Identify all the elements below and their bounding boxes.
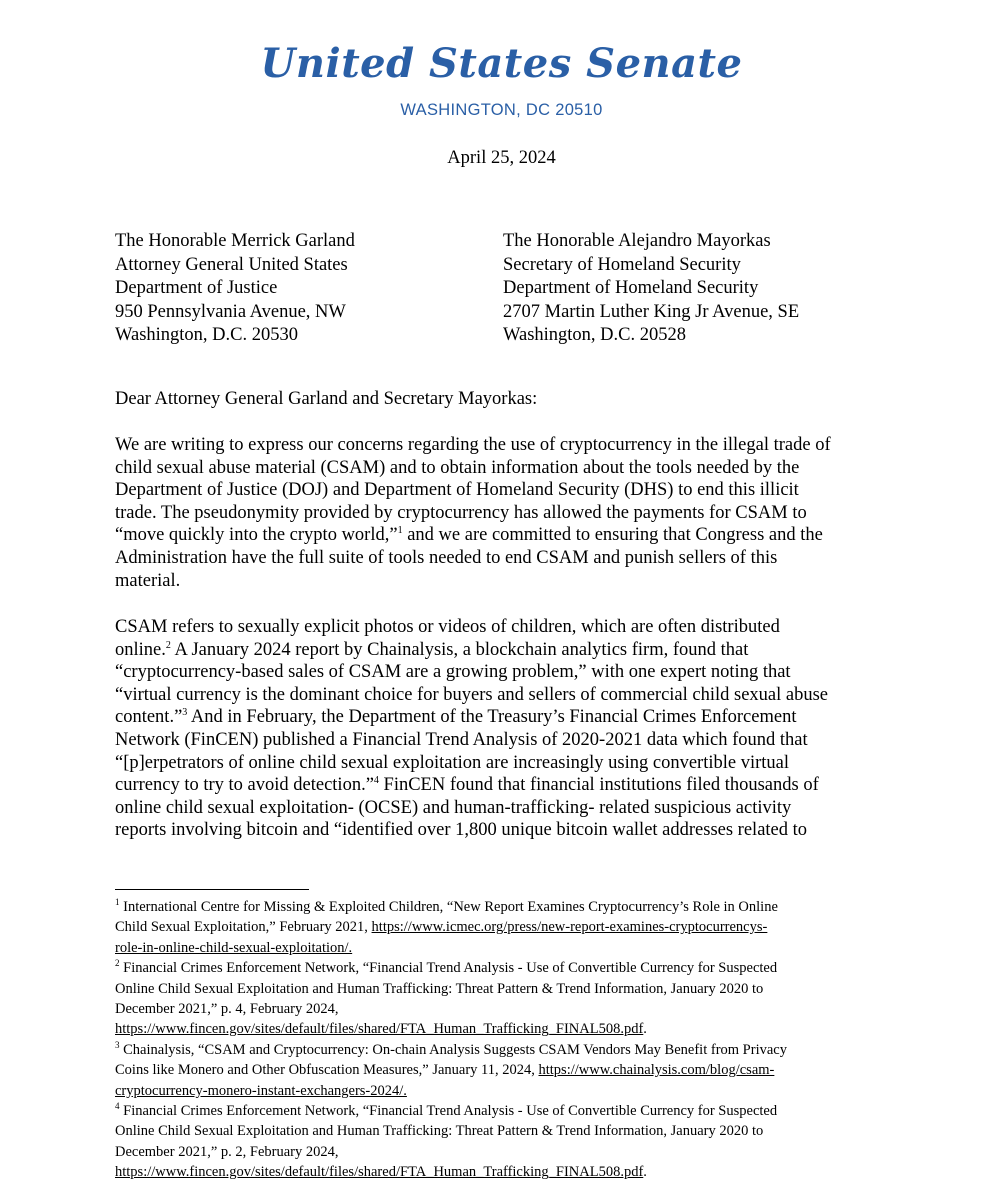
recipient-line: 2707 Martin Luther King Jr Avenue, SE [503,301,800,322]
paragraph-line [115,774,895,797]
paragraph-line: material. [115,570,181,591]
line-text: “move quickly into the crypto world,” [115,525,398,546]
footnote-ref-1[interactable]: 1 [397,525,403,537]
footnote-text: . [643,1021,647,1038]
line-text: currency to try to avoid detection.” [115,775,374,796]
footnote-1 [115,897,895,958]
footnote-text: Financial Crimes Enforcement Network, “Financial Trend Analysis - Use of Convertible Currency for Suspected [119,960,778,977]
paragraph-line: “cryptocurrency-based sales of CSAM are a growing problem,” with one expert noting that [115,662,791,683]
footnote-link[interactable]: role-in-online-child-sexual-exploitation/. [115,939,353,956]
line-text: content.” [115,707,183,728]
footnote-link[interactable]: https://www.chainalysis.com/blog/csam- [538,1062,775,1079]
paragraph-line [115,524,895,547]
paragraph-line: Network (FinCEN) published a Financial Trend Analysis of 2020-2021 data which found that [115,729,808,750]
footnote-link[interactable]: https://www.fincen.gov/sites/default/files/shared/FTA_Human_Trafficking_FINAL508.pdf [115,1164,644,1181]
footnote-line [115,1101,895,1121]
body-paragraph-1 [115,434,895,592]
footnote-text: International Centre for Missing & Exploited Children, “New Report Examines Cryptocurrency’s Role in Online [119,899,778,915]
footnote-link[interactable]: cryptocurrency-monero-instant-exchangers-2024/. [115,1082,407,1099]
footnote-line: Online Child Sexual Exploitation and Human Trafficking: Threat Pattern & Trend Information, January 2020 to [115,1123,764,1140]
paragraph-line: Department of Justice (DOJ) and Department of Homeland Security (DHS) to end this illicit [115,480,799,501]
paragraph-line: Administration have the full suite of tools needed to end CSAM and punish sellers of this [115,547,778,568]
footnote-line [115,1019,895,1039]
paragraph-line: reports involving bitcoin and “identified over 1,800 unique bitcoin wallet addresses related to [115,820,808,841]
footnote-3 [115,1040,895,1101]
paragraph-line: CSAM refers to sexually explicit photos or videos of children, which are often distributed [115,617,780,637]
footnote-2 [115,958,895,1040]
footnote-link[interactable]: https://www.fincen.gov/sites/default/files/shared/FTA_Human_Trafficking_FINAL508.pdf [115,1021,644,1038]
recipient-line: Secretary of Homeland Security [503,254,741,275]
paragraph-line: online child sexual exploitation- (OCSE) and human-trafficking- related suspicious activity [115,797,792,818]
letterhead-title: United States Senate [260,40,743,87]
recipient-line: The Honorable Alejandro Mayorkas [503,231,771,251]
paragraph-line: “[p]erpetrators of online child sexual exploitation are increasingly using convertible virtual [115,752,789,773]
recipient-line: 950 Pennsylvania Avenue, NW [115,301,346,322]
recipient-address-garland [115,230,355,348]
footnote-line [115,958,895,978]
recipient-line: Washington, D.C. 20528 [503,325,686,345]
footnote-line: December 2021,” p. 4, February 2024, [115,1001,339,1018]
footnote-line [115,1162,895,1182]
line-text: FinCEN found that financial institutions filed thousands of [378,775,819,796]
paragraph-line [115,639,895,662]
footnote-ref-4[interactable]: 4 [373,775,379,786]
footnote-text: Child Sexual Exploitation,” February 2021, [115,919,372,936]
footnote-line [115,897,895,917]
footnote-number: 2 [115,958,120,969]
salutation: Dear Attorney General Garland and Secretary Mayorkas: [115,389,538,409]
body-paragraph-2 [115,616,895,842]
footnote-line [115,1040,895,1060]
footnote-text: Coins like Monero and Other Obfuscation Measures,” January 11, 2024, [115,1062,539,1079]
paragraph-line: trade. The pseudonymity provided by cryptocurrency has allowed the payments for CSAM to [115,502,807,523]
footnote-number: 4 [115,1101,120,1112]
paragraph-line: “virtual currency is the dominant choice for buyers and sellers of commercial child sexual abuse [115,684,829,705]
footnote-number: 3 [115,1040,120,1051]
recipient-line: Washington, D.C. 20530 [115,325,298,345]
letter-date: April 25, 2024 [447,148,556,168]
footnote-ref-2[interactable]: 2 [165,639,171,651]
recipient-line: The Honorable Merrick Garland [115,231,355,251]
footnotes [115,897,895,1183]
recipient-line: Attorney General United States [115,254,348,275]
line-text: and we are committed to ensuring that Congress and the [402,525,823,546]
paragraph-line [115,706,895,729]
footnote-link[interactable]: https://www.icmec.org/press/new-report-examines-cryptocurrencys- [371,919,768,936]
footnote-line: Online Child Sexual Exploitation and Human Trafficking: Threat Pattern & Trend Information, January 2020 to [115,980,764,997]
line-text: A January 2024 report by Chainalysis, a blockchain analytics firm, found that [170,639,749,660]
paragraph-line: We are writing to express our concerns regarding the use of cryptocurrency in the illegal trade of [115,435,831,455]
footnote-text: . [643,1164,647,1181]
footnote-line [115,1060,895,1080]
footnote-line: December 2021,” p. 2, February 2024, [115,1143,339,1160]
footnote-4 [115,1101,895,1183]
recipient-line: Department of Homeland Security [503,278,759,298]
recipient-line: Department of Justice [115,278,278,298]
footnote-text: Chainalysis, “CSAM and Cryptocurrency: On-chain Analysis Suggests CSAM Vendors May Benefit from Privacy [119,1041,787,1058]
recipient-address-mayorkas [503,230,799,348]
line-text: online. [115,639,166,660]
footnote-text: Financial Crimes Enforcement Network, “Financial Trend Analysis - Use of Convertible Currency for Suspected [119,1103,778,1120]
paragraph-line: child sexual abuse material (CSAM) and to obtain information about the tools needed by the [115,457,800,478]
footnote-line [115,917,895,937]
footnote-divider [115,889,309,890]
line-text: And in February, the Department of the Treasury’s Financial Crimes Enforcement [187,707,797,728]
letterhead-address: WASHINGTON, DC 20510 [400,101,603,119]
footnote-ref-3[interactable]: 3 [182,707,188,719]
footnote-number: 1 [115,897,120,908]
